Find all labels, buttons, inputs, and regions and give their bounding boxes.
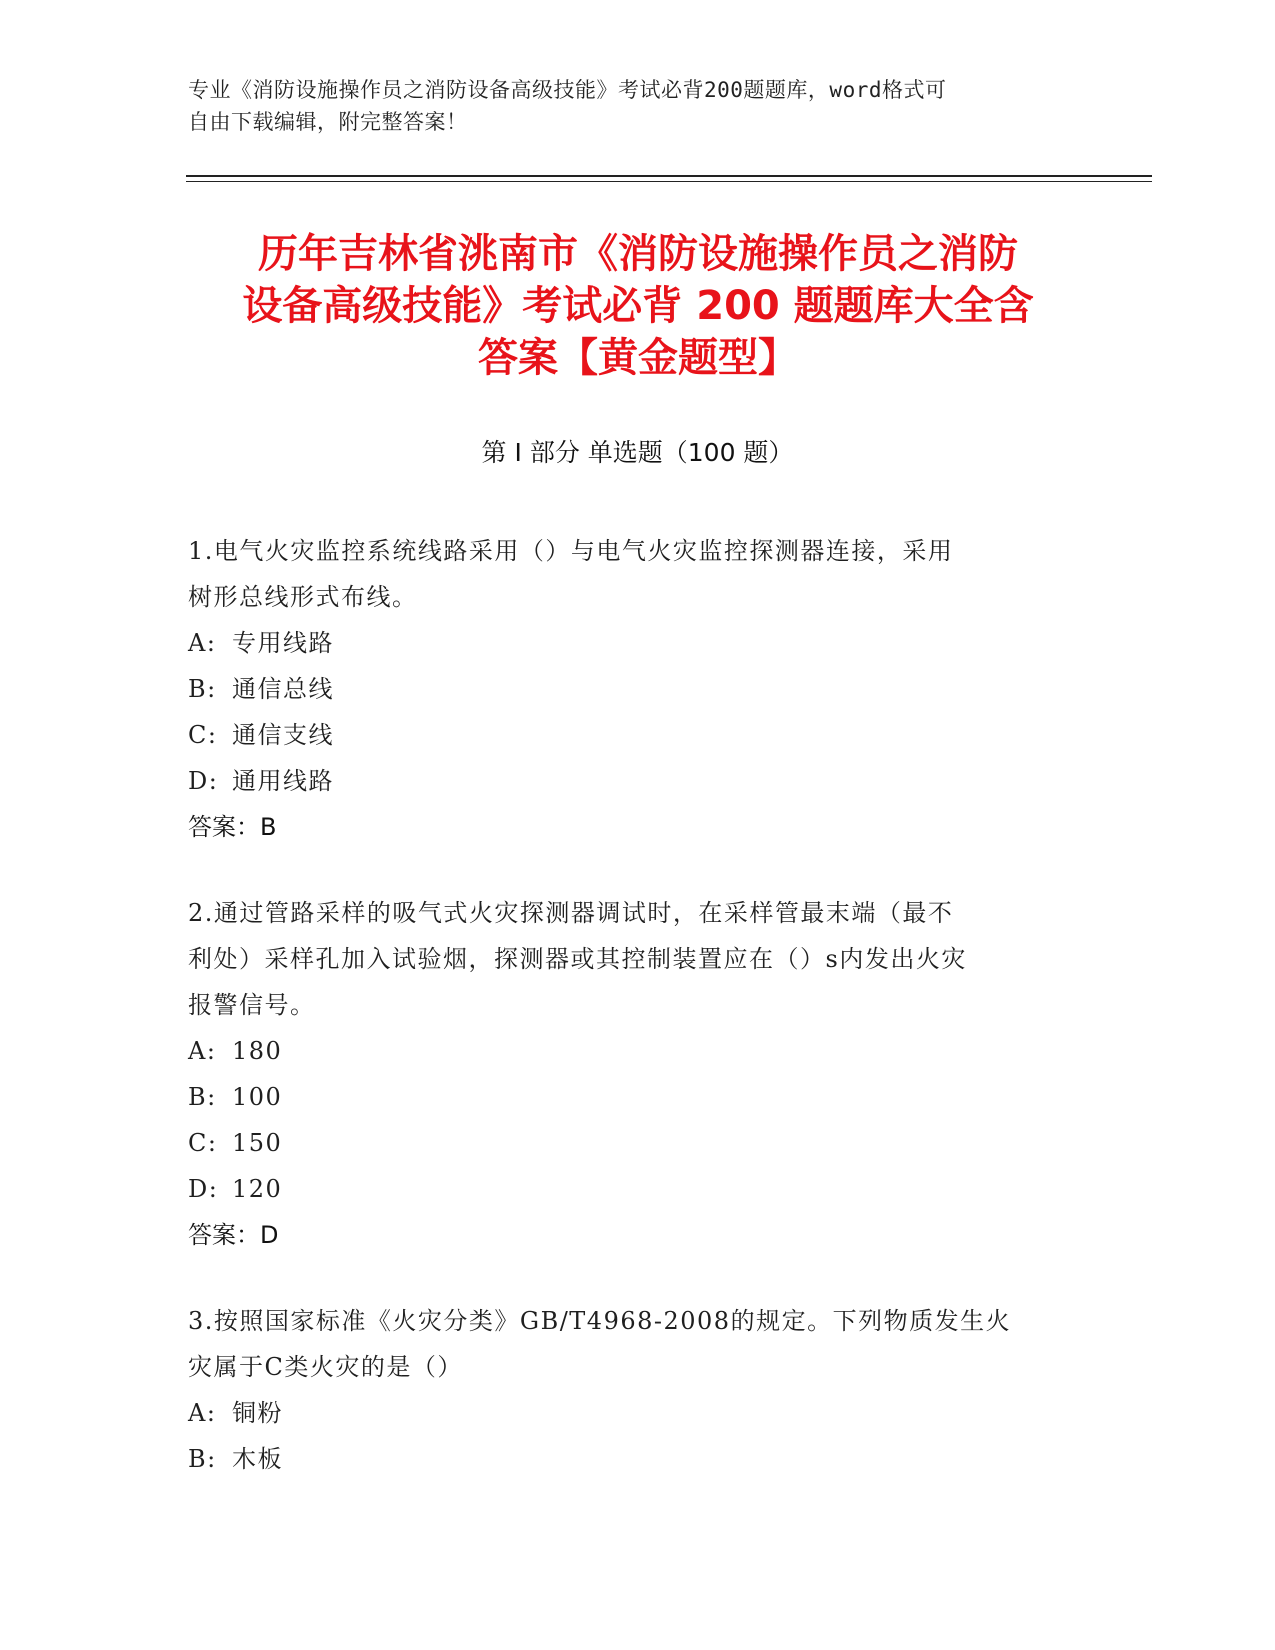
option-text: 通信总线 <box>232 675 334 703</box>
option-b <box>188 1074 1088 1120</box>
option-letter: B: <box>188 1445 217 1473</box>
answer: 答案：D <box>188 1221 279 1249</box>
option-letter: A: <box>188 1037 217 1065</box>
question-stem-line: 报警信号。 <box>188 991 316 1019</box>
header-divider-thick <box>186 175 1152 177</box>
section-title: 第 I 部分 单选题（100 题） <box>481 438 794 467</box>
option-letter: B: <box>188 675 217 703</box>
option-d <box>188 1166 1088 1212</box>
document-title-line-1: 历年吉林省洮南市《消防设施操作员之消防 <box>258 231 1018 277</box>
question-3 <box>188 1298 1088 1482</box>
option-a <box>188 620 1088 666</box>
option-letter: D: <box>188 767 219 795</box>
option-text: 100 <box>232 1083 283 1111</box>
option-b <box>188 666 1088 712</box>
option-b <box>188 1436 1088 1482</box>
question-list <box>188 528 1088 1522</box>
question-stem-line: 3.按照国家标准《火灾分类》GB/T4968-2008的规定。下列物质发生火 <box>188 1307 1012 1335</box>
option-text: 180 <box>232 1037 283 1065</box>
header-note <box>188 74 1068 138</box>
option-text: 木板 <box>232 1445 283 1473</box>
option-c <box>188 712 1088 758</box>
option-letter: B: <box>188 1083 217 1111</box>
option-a <box>188 1028 1088 1074</box>
question-stem-line: 树形总线形式布线。 <box>188 583 418 611</box>
option-text: 专用线路 <box>232 629 334 657</box>
question-1 <box>188 528 1088 850</box>
header-note-line-1: 专业《消防设施操作员之消防设备高级技能》考试必背200题题库，word格式可 <box>188 78 947 102</box>
question-stem-line: 1.电气火灾监控系统线路采用（）与电气火灾监控探测器连接，采用 <box>188 537 954 565</box>
question-stem-line: 2.通过管路采样的吸气式火灾探测器调试时，在采样管最末端（最不 <box>188 899 954 927</box>
option-text: 通用线路 <box>232 767 334 795</box>
option-text: 150 <box>232 1129 283 1157</box>
option-a <box>188 1390 1088 1436</box>
option-letter: D: <box>188 1175 219 1203</box>
option-letter: C: <box>188 1129 218 1157</box>
answer: 答案：B <box>188 813 277 841</box>
header-divider-thin <box>186 181 1152 182</box>
option-text: 铜粉 <box>232 1399 283 1427</box>
document-title <box>150 228 1126 384</box>
option-d <box>188 758 1088 804</box>
header-note-line-2: 自由下载编辑，附完整答案！ <box>188 110 468 134</box>
document-title-line-2: 设备高级技能》考试必背 200 题题库大全含 <box>242 283 1034 329</box>
document-title-line-3: 答案【黄金题型】 <box>478 335 798 381</box>
question-stem-line: 利处）采样孔加入试验烟，探测器或其控制装置应在（）s内发出火灾 <box>188 945 967 973</box>
option-text: 120 <box>232 1175 283 1203</box>
option-letter: A: <box>188 1399 217 1427</box>
option-letter: C: <box>188 721 218 749</box>
option-letter: A: <box>188 629 217 657</box>
question-2 <box>188 890 1088 1258</box>
option-text: 通信支线 <box>232 721 334 749</box>
option-c <box>188 1120 1088 1166</box>
question-stem-line: 灾属于C类火灾的是（） <box>188 1353 463 1381</box>
